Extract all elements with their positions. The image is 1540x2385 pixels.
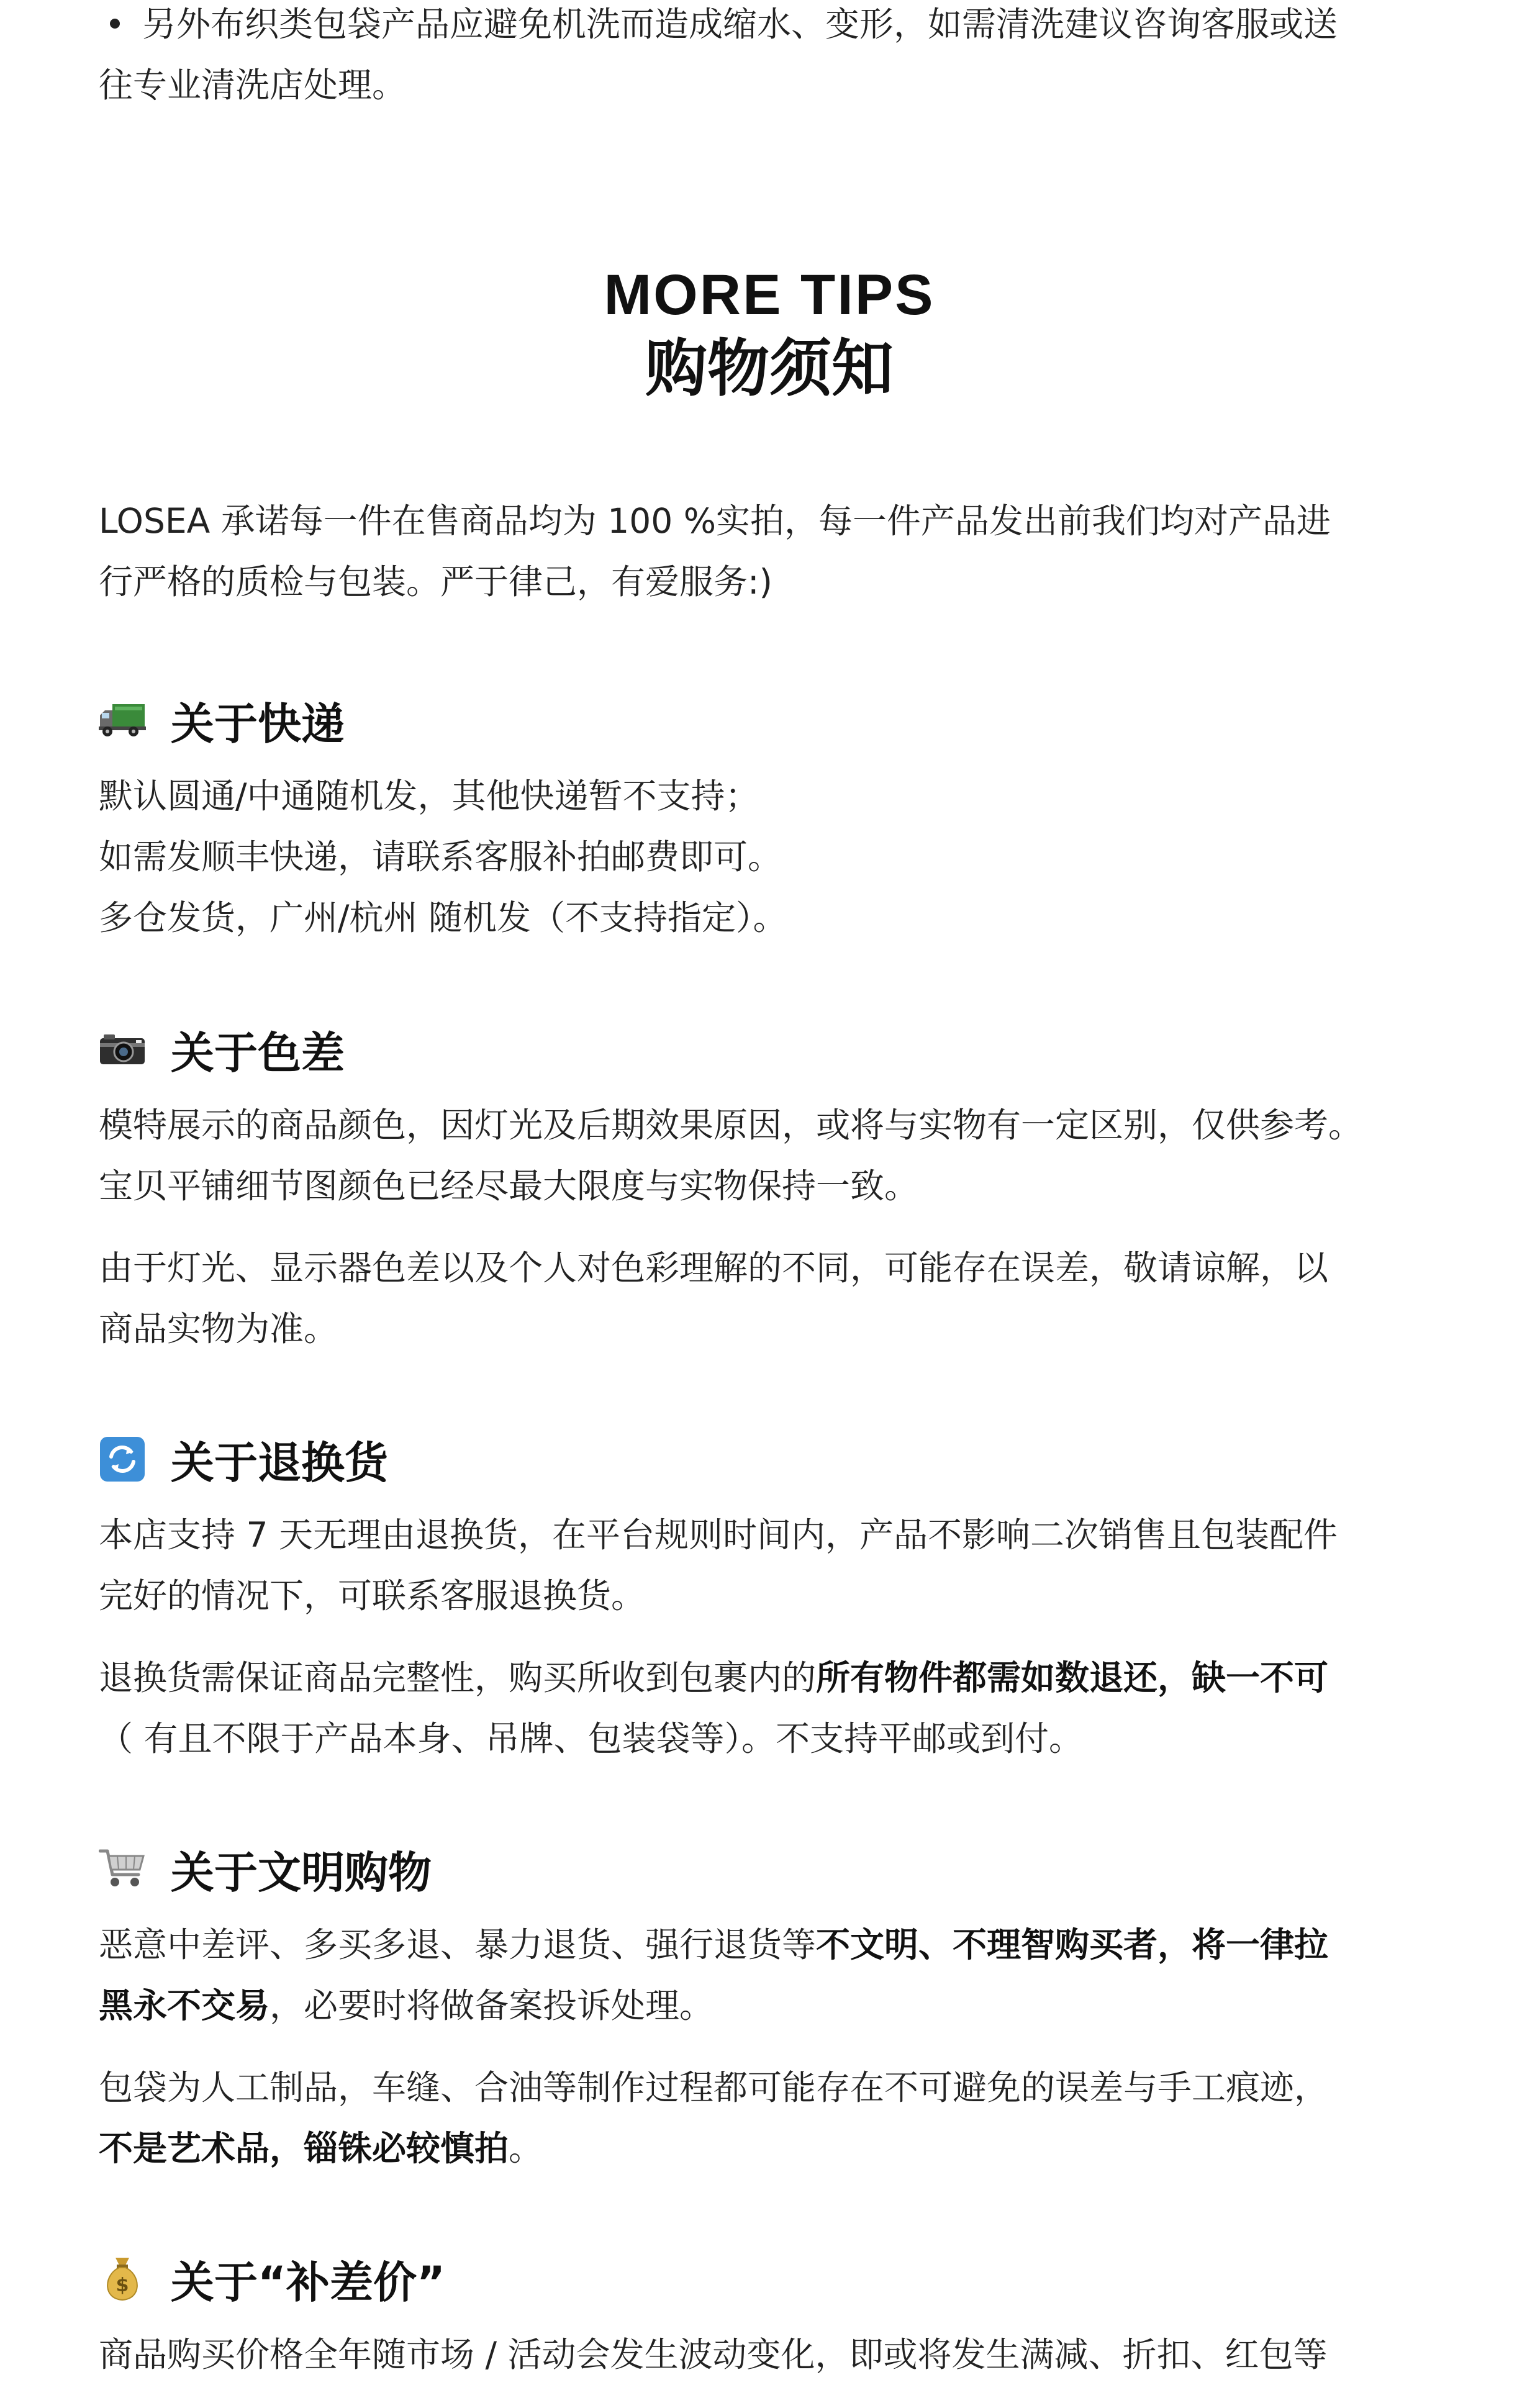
truck-icon bbox=[99, 697, 146, 744]
refresh-icon bbox=[99, 1436, 146, 1483]
section-body bbox=[99, 766, 1440, 948]
section-title: 关于快递 bbox=[171, 698, 345, 749]
section-body bbox=[99, 1505, 1440, 1769]
intro-line2: 行严格的质检与包装。严于律己，有爱服务:) bbox=[99, 562, 772, 602]
shopping-cart-icon bbox=[99, 1845, 146, 1893]
care-note-line2: 往专业清洗店处理。 bbox=[99, 65, 407, 105]
returns-p1-line1: 本店支持 7 天无理由退换货，在平台规则时间内，产品不影响二次销售且包装配件 bbox=[99, 1515, 1338, 1555]
section-body bbox=[99, 1095, 1440, 1359]
tips-title-cn: 购物须知 bbox=[645, 332, 894, 405]
section-header bbox=[99, 2245, 1440, 2313]
returns-p2-line1 bbox=[99, 1647, 1440, 1708]
section-header bbox=[99, 1835, 1440, 1903]
civil-p1-normal: 恶意中差评、多买多退、暴力退货、强行退货等 bbox=[99, 1925, 817, 1965]
section-civil bbox=[99, 1835, 1440, 2179]
civil-p2-line2-bold: 不是艺术品，锱铢必较慎拍 bbox=[99, 2129, 509, 2168]
care-note bbox=[99, 0, 1440, 115]
color-p2-line1: 由于灯光、显示器色差以及个人对色彩理解的不同，可能存在误差，敬请谅解，以 bbox=[99, 1248, 1329, 1288]
care-note-line1: 另外布织类包袋产品应避免机洗而造成缩水、变形，如需清洗建议咨询客服或送 bbox=[142, 4, 1338, 44]
section-header bbox=[99, 686, 1440, 754]
color-p2-line2: 商品实物为准。 bbox=[99, 1309, 338, 1349]
section-title: 关于色差 bbox=[171, 1027, 345, 1079]
svg-text:$: $ bbox=[116, 2274, 129, 2296]
civil-p1-line2 bbox=[99, 1975, 1440, 2036]
section-body bbox=[99, 2324, 1440, 2385]
intro-line1: LOSEA 承诺每一件在售商品均为 100 %实拍，每一件产品发出前我们均对产品进 bbox=[99, 501, 1331, 541]
section-title: 关于退换货 bbox=[171, 1437, 388, 1488]
intro-paragraph bbox=[99, 491, 1440, 612]
money-bag-icon bbox=[99, 2255, 146, 2302]
returns-p2-line2: （ 有且不限于产品本身、吊牌、包装袋等）。不支持平邮或到付。 bbox=[99, 1719, 1083, 1758]
civil-p2-line1: 包袋为人工制品，车缝、合油等制作过程都可能存在不可避免的误差与手工痕迹， bbox=[99, 2068, 1329, 2107]
camera-icon bbox=[99, 1026, 146, 1073]
tips-title-en: MORE TIPS bbox=[604, 263, 935, 327]
civil-p1-bold: 不文明、不理智购买者，将一律拉 bbox=[816, 1925, 1329, 1965]
section-returns bbox=[99, 1425, 1440, 1769]
price-line1: 商品购买价格全年随市场 / 活动会发生波动变化，即或将发生满减、折扣、红包等 bbox=[99, 2335, 1328, 2374]
section-body bbox=[99, 1914, 1440, 2179]
section-title: 关于“补差价” bbox=[171, 2256, 446, 2308]
shipping-line: 多仓发货，广州/杭州 随机发（不支持指定）。 bbox=[99, 898, 787, 938]
returns-p1-line2: 完好的情况下，可联系客服退换货。 bbox=[99, 1576, 646, 1616]
civil-p2-line2 bbox=[99, 2118, 1440, 2179]
section-title: 关于文明购物 bbox=[171, 1847, 432, 1898]
civil-p1-line1 bbox=[99, 1914, 1440, 1975]
shipping-line: 默认圆通/中通随机发，其他快递暂不支持； bbox=[99, 776, 759, 816]
section-header bbox=[99, 1015, 1440, 1084]
color-p1-line2: 宝贝平铺细节图颜色已经尽最大限度与实物保持一致。 bbox=[99, 1166, 919, 1206]
civil-p1-line2-bold: 黑永不交易 bbox=[99, 1986, 270, 2025]
section-price bbox=[99, 2245, 1440, 2385]
civil-p1-line2-normal: ，必要时将做备案投诉处理。 bbox=[270, 1986, 714, 2025]
bullet-dot bbox=[110, 19, 120, 29]
returns-p2-normal: 退换货需保证商品完整性，购买所收到包裹内的 bbox=[99, 1658, 817, 1698]
tips-heading bbox=[99, 261, 1440, 406]
section-header bbox=[99, 1425, 1440, 1493]
section-shipping bbox=[99, 686, 1440, 948]
shipping-line: 如需发顺丰快递，请联系客服补拍邮费即可。 bbox=[99, 837, 782, 877]
civil-p2-line2-normal: 。 bbox=[509, 2129, 543, 2168]
color-p1-line1: 模特展示的商品颜色，因灯光及后期效果原因，或将与实物有一定区别，仅供参考。 bbox=[99, 1105, 1363, 1145]
returns-p2-bold: 所有物件都需如数退还，缺一不可 bbox=[816, 1658, 1329, 1698]
section-color bbox=[99, 1015, 1440, 1359]
